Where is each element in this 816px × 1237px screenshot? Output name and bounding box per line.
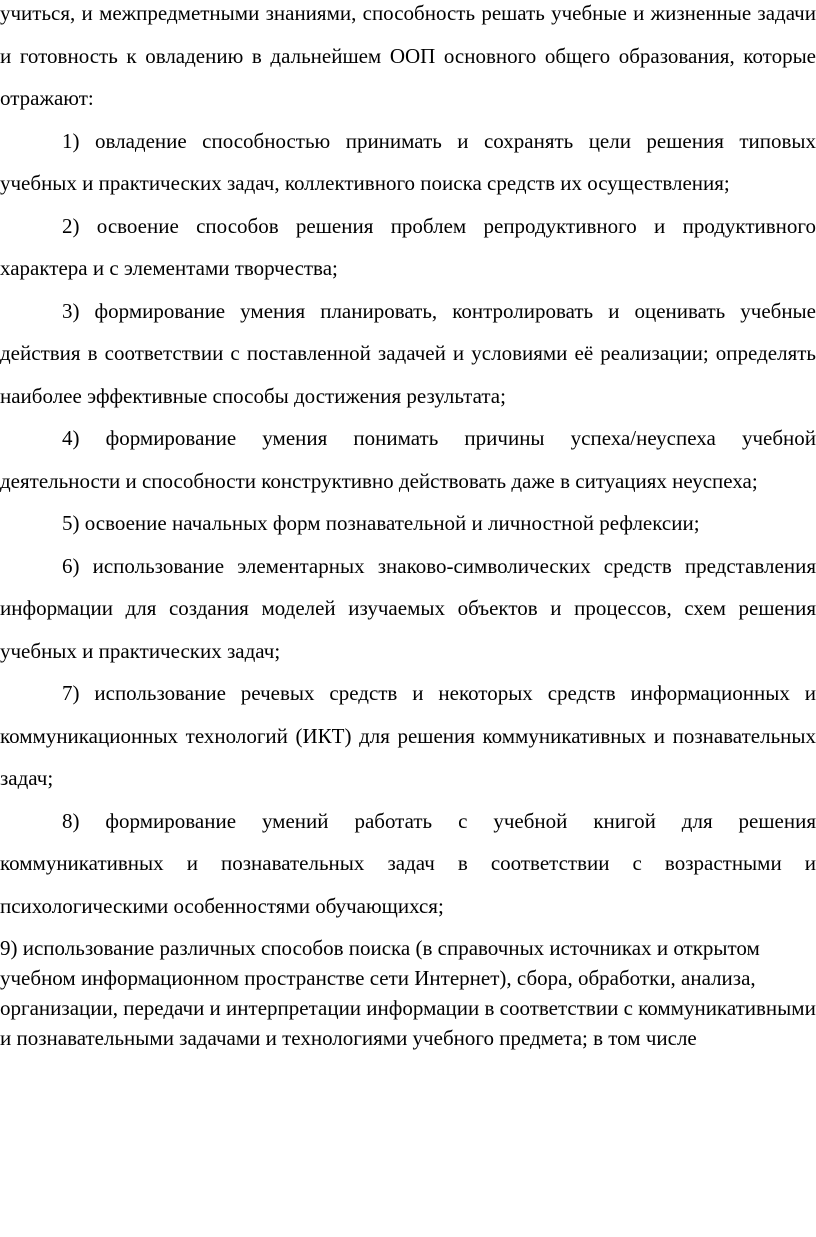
list-item-9: 9) использование различных способов поиска (в справочных источниках и открытом учебном информационном пространстве сети Интернет), сбора, обработки, анализа, организации, передачи и интерпретации информации в соответствии с коммуникативными и познавательными задачами и технологиями учебного предмета; в том числе (0, 936, 816, 1050)
list-item-8: 8) формирование умений работать с учебной книгой для решения коммуникативных и познавательных задач в соответствии с возрастными и психологическими особенностями обучающихся; (0, 808, 816, 918)
list-item-6: 6) использование элементарных знаково-символических средств представления информации для создания моделей изучаемых объектов и процессов, схем решения учебных и практических задач; (0, 553, 816, 663)
list-item-4: 4) формирование умения понимать причины успеха/неуспеха учебной деятельности и способности конструктивно действовать даже в ситуациях неуспеха; (0, 426, 816, 493)
list-item-3: 3) формирование умения планировать, контролировать и оценивать учебные действия в соответствии с поставленной задачей и условиями её реализации; определять наиболее эффективные способы достижения результата; (0, 298, 816, 408)
list-item-5: 5) освоение начальных форм познавательной и личностной рефлексии; (62, 511, 700, 535)
list-item-1: 1) овладение способностью принимать и сохранять цели решения типовых учебных и практических задач, коллективного поиска средств их осуществления; (0, 128, 816, 195)
list-item-2: 2) освоение способов решения проблем репродуктивного и продуктивного характера и с элементами творчества; (0, 213, 816, 280)
list-item-7: 7) использование речевых средств и некоторых средств информационных и коммуникационных технологий (ИКТ) для решения коммуникативных и познавательных задач; (0, 681, 816, 790)
paragraph-intro-continued: учиться, и межпредметными знаниями, способность решать учебные и жизненные задачи и готовность к овладению в дальнейшем ООП основного общего образования, которые отражают: (0, 1, 816, 110)
